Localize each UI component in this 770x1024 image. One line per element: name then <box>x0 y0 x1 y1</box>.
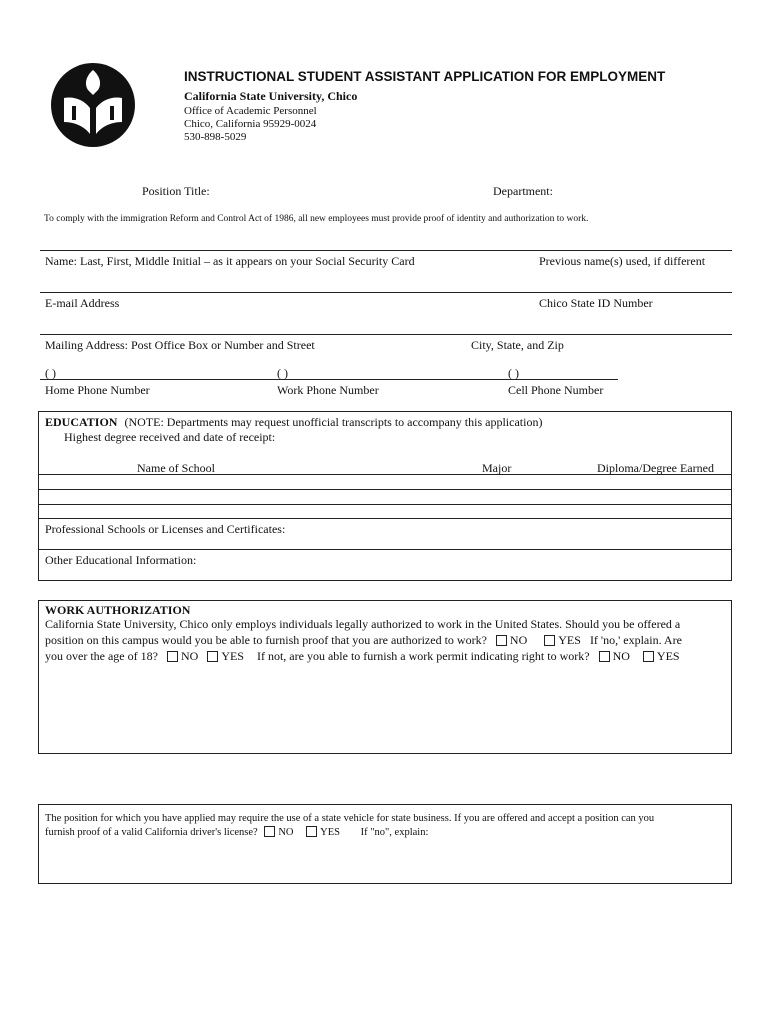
divider <box>38 549 732 550</box>
license-no-checkbox[interactable] <box>264 826 275 837</box>
age-yes-checkbox[interactable] <box>207 651 218 662</box>
divider <box>40 292 732 293</box>
university-logo <box>50 62 136 148</box>
work-auth-text <box>45 616 727 664</box>
work-auth-question: position on this campus would you be able to furnish proof that you are authorized to work? <box>45 633 487 647</box>
department-label: Department: <box>493 184 553 198</box>
position-title-label: Position Title: <box>142 184 210 198</box>
cell-area-code: ( ) <box>508 366 519 380</box>
age-yes-label: YES <box>221 649 244 663</box>
age-question: you over the age of 18? <box>45 649 158 663</box>
email-label: E-mail Address <box>45 296 120 310</box>
professional-label: Professional Schools or Licenses and Certificates: <box>45 522 286 536</box>
vehicle-text <box>45 812 727 840</box>
name-label: Name: Last, First, Middle Initial – as it appears on your Social Security Card <box>45 254 415 268</box>
form-title: INSTRUCTIONAL STUDENT ASSISTANT APPLICATION FOR EMPLOYMENT <box>184 69 666 84</box>
vehicle-line1: The position for which you have applied may require the use of a state vehicle for state business. If you are offered and accept a position can you <box>45 813 655 824</box>
highest-degree-label: Highest degree received and date of receipt: <box>64 430 276 444</box>
license-yes-label: YES <box>320 827 340 838</box>
col-major-header: Major <box>482 461 512 475</box>
work-auth-line2 <box>45 632 727 648</box>
license-yes-checkbox[interactable] <box>306 826 317 837</box>
work-auth-line3 <box>45 648 727 664</box>
id-label: Chico State ID Number <box>539 296 653 310</box>
permit-yes-checkbox[interactable] <box>643 651 654 662</box>
permit-yes-label: YES <box>656 649 680 663</box>
home-phone-label: Home Phone Number <box>45 383 150 397</box>
table-row <box>38 489 732 490</box>
previous-names-label: Previous name(s) used, if different <box>539 254 706 268</box>
office-phone: 530-898-5029 <box>184 131 247 143</box>
table-row <box>38 504 732 505</box>
divider <box>40 250 732 251</box>
age-no-checkbox[interactable] <box>167 651 178 662</box>
compliance-note: To comply with the immigration Reform and Control Act of 1986, all new employees must provide proof of identity and authorization to work. <box>44 214 589 224</box>
license-no-label: NO <box>278 827 294 838</box>
permit-no-checkbox[interactable] <box>599 651 610 662</box>
auth-yes-checkbox[interactable] <box>544 635 555 646</box>
mailing-address-label: Mailing Address: Post Office Box or Number and Street <box>45 338 315 352</box>
auth-yes-label: YES <box>558 633 581 647</box>
vehicle-line2 <box>45 826 727 840</box>
divider <box>40 379 618 380</box>
education-heading: EDUCATION <box>45 415 118 429</box>
age-no-label: NO <box>180 649 199 663</box>
work-area-code: ( ) <box>277 366 288 380</box>
cell-phone-label: Cell Phone Number <box>508 383 604 397</box>
col-school-header: Name of School <box>137 461 215 475</box>
education-heading-line <box>45 415 542 429</box>
permit-question: If not, are you able to furnish a work permit indicating right to work? <box>256 649 590 663</box>
permit-no-label: NO <box>612 649 630 663</box>
office-name: Office of Academic Personnel <box>184 105 317 117</box>
home-area-code: ( ) <box>45 366 56 380</box>
office-address: Chico, California 95929-0024 <box>184 118 317 130</box>
work-phone-label: Work Phone Number <box>277 383 379 397</box>
other-education-label: Other Educational Information: <box>45 553 197 567</box>
divider <box>40 334 732 335</box>
license-question: furnish proof of a valid California driver's license? <box>45 827 258 838</box>
auth-no-label: NO <box>509 633 528 647</box>
education-note: (NOTE: Departments may request unofficial transcripts to accompany this application) <box>124 415 543 429</box>
table-row <box>38 518 732 519</box>
auth-explain-text: If 'no,' explain. Are <box>589 633 682 647</box>
work-auth-heading: WORK AUTHORIZATION <box>45 603 191 617</box>
work-auth-line1: California State University, Chico only employs individuals legally authorized to work in the United States. Should you be offered a <box>45 617 681 631</box>
university-name: California State University, Chico <box>184 89 358 103</box>
city-label: City, State, and Zip <box>471 338 564 352</box>
table-row <box>38 474 732 475</box>
auth-no-checkbox[interactable] <box>496 635 507 646</box>
license-explain-label: If "no", explain: <box>360 827 429 838</box>
col-diploma-header: Diploma/Degree Earned <box>597 461 714 475</box>
